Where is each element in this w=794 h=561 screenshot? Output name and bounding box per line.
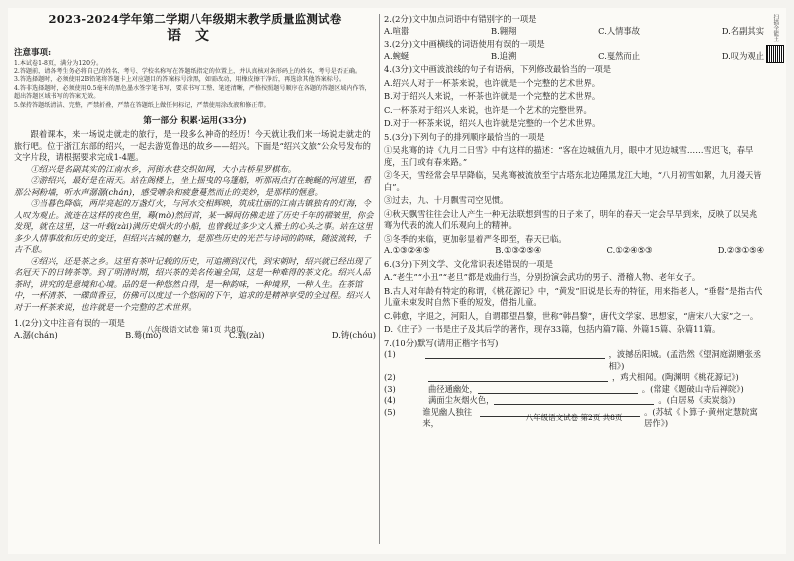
qr-code-icon: [766, 45, 784, 63]
q1-option-d[interactable]: D.铸(chóu): [331, 329, 376, 340]
q5-sentence-3: ③过去，九、十月飘雪司空见惯。: [384, 195, 509, 205]
q4-option-b[interactable]: B.对于绍兴人来说，一杯茶也许就是一个完整的艺术世界。: [384, 91, 601, 101]
q6-option-c[interactable]: C.韩愈，字退之，河阳人，自谓郡望昌黎，世称“韩昌黎”，唐代文学家、思想家，“唐宋八大家”之一。: [384, 310, 759, 321]
passage-2: ②游绍兴，最好是在雨天。站在阁楼上，坐上摇曳的乌篷船，听那雨点打在蜿蜒的河道里，看那公祠粉墙，听水声潺潺(chán)，感受嘈杂和疲惫蔓然而止的美妙，是那样的惬意。: [14, 175, 371, 197]
q2-option-d[interactable]: D.名副其实: [721, 25, 764, 36]
q7-row-2: [384, 372, 764, 384]
q7-row-num: (3): [384, 383, 396, 394]
q7-row-after: ，鸡犬相闻。(陶渊明《桃花源记》): [612, 372, 739, 382]
q7-row-before: 曲径通幽处，: [428, 383, 478, 394]
q1-option-b[interactable]: B.蓦(mò): [125, 329, 162, 340]
q5-sentence-2: ②冬天，雪经常会早早降临，吴兆骞被流放至宁古塔东北边陲黑龙江大地，“八月初雪如絮，九月漫天皆白”。: [384, 170, 762, 192]
q7-row-1: [384, 349, 764, 372]
q3-stem: 3.(2分)文中画横线的词语使用有误的一项是: [384, 39, 545, 49]
exam-title: 2023-2024学年第二学期八年级期末教学质量监测试卷: [48, 12, 342, 26]
q4-stem: 4.(3分)文中画波浪线的句子有语病，下列修改最恰当的一项是: [384, 64, 612, 74]
passage-1: ①绍兴是名副其实的江南水乡，河街水巷交织如网，大小古桥星罗棋布。: [30, 163, 297, 174]
page-divider: [379, 14, 380, 544]
q4-option-c[interactable]: C.一杯茶对于绍兴人来说，也许是一个艺术的完整世界。: [384, 104, 592, 115]
notice-item: 1.本试卷1-8页，满分为120分。: [14, 59, 103, 67]
q7-row-3: [384, 384, 764, 396]
notice-heading: 注意事项:: [14, 48, 52, 58]
q6-option-a[interactable]: A.“老生”“小丑”“老旦”都是戏曲行当，分别扮演会武功的男子、滑稽人物、老年女子。: [384, 272, 701, 282]
q5-option-a[interactable]: A.①③②④⑤: [384, 245, 430, 255]
q2-stem: 2.(2分)文中加点词语中有错别字的一项是: [384, 14, 537, 24]
q1-option-a[interactable]: A.潺(chán): [14, 329, 58, 340]
q7-row-after: 。(白居易《卖炭翁》): [658, 395, 736, 405]
right-footer: 八年级语文试卷 第2页 共8页: [525, 413, 623, 422]
q5-sentence-1: ①吴兆骞的诗《九月二日雪》中有这样的描述：“客在边城值九月，眼中才见边城雪……雪迟飞，春早度，玉门或有春来路。”: [384, 145, 754, 167]
scanner-label: 扫描全能王: [772, 14, 779, 42]
right-page: [384, 8, 764, 430]
subject-title: 语文: [167, 27, 223, 44]
q7-row-num: (5): [384, 406, 396, 417]
left-page: [14, 8, 376, 341]
q7-row-after: 。(苏轼《卜算子·黄州定慧院寓居作》): [644, 406, 758, 428]
q3-options: [384, 51, 764, 63]
q2-option-a[interactable]: A.喧嚣: [384, 25, 410, 36]
scanner-watermark: [766, 14, 784, 84]
q5-stem: 5.(3分)下列句子的排列顺序最恰当的一项是: [384, 131, 545, 142]
notice-item: 3.答选择题时，必须使用2B铅笔将答题卡上对应题目的答案标号涂黑，如需改动，用橡皮擦干净后，再选涂其他答案标号。: [14, 76, 346, 84]
q3-option-c[interactable]: C.戛然而止: [598, 50, 641, 61]
part1-intro: 跟着课本，来一场说走就走的旅行，是一段多么神奇的经历！今天就让我们来一场说走就走的旅行吧。位于浙江东部的绍兴，一起去游览鲁迅的故乡——绍兴。下面是“绍兴文旅”公众号发布的文字片段，请根据要求完成1-4题。: [14, 129, 371, 163]
exam-paper: [8, 8, 786, 554]
notice-item: 5.保持答题纸清洁、完整，严禁折叠，严禁在答题纸上做任何标记，严禁使用涂改液和修正带。: [14, 101, 270, 109]
q5-option-c[interactable]: C.①②④⑤③: [606, 245, 653, 255]
q1-stem: 1.(2分)文中注音有误的一项是: [14, 318, 125, 329]
notice-item: 4.答非选择题时，必须使用0.5毫米的黑色墨水签字笔书写，要求书写工整、笔迹清晰，严格按照题号顺序在各题的答题区域内作答，超出答题区域书写的答案无效。: [14, 84, 371, 101]
q3-option-a[interactable]: A.蜿蜒: [384, 50, 410, 61]
q7-row-num: (4): [384, 395, 396, 405]
passage-4: ④绍兴，还是茶之乡。这里有茶叶记载的历史，可追溯到汉代，到宋朝时，绍兴就已经出现了名冠天下的日铸茶等。到了明清时期，绍兴茶的美名传遍全国，这是一种难得的茶文化。绍兴人品茶时，讲究的是意境和心境。品的是一种悠然自得，是一种韵味，一种境界，一种人生。在茶馆中，一杯清茶、一碟茴香豆，仿佛可以度过一个悠闲的下午，追求的是精神享受的全过程。绍兴人对于一杯茶来说，也许就是一个完整的艺术世界。: [14, 255, 371, 312]
q5-sentence-5: ⑤冬季的来临，更加彰显着严冬即至，春天已临。: [384, 233, 567, 244]
q7-row-before: 满面尘灰烟火色，: [428, 395, 495, 405]
q7-row-num: (1): [384, 349, 396, 359]
q6-stem: 6.(3分)下列文学、文化常识表述错误的一项是: [384, 258, 554, 269]
q7-blank-4[interactable]: [494, 395, 654, 405]
q5-option-b[interactable]: B.①③②⑤④: [495, 245, 542, 255]
q5-option-d[interactable]: D.②③①⑤④: [717, 245, 764, 255]
left-footer: 八年级语文试卷 第1页 共8页: [146, 324, 244, 334]
q7-row-num: (2): [384, 372, 396, 382]
q7-row-after: 。(常建《题破山寺后禅院》): [641, 383, 744, 394]
q7-row-before: 谁见幽人独往来，: [422, 406, 473, 428]
q6-option-b[interactable]: B.古人对年龄有特定的称谓，《桃花源记》中，“黄发”旧说是长寿的特征，用来指老人，“垂髫”是指古代儿童未束发时自然下垂的短发，借指儿童。: [384, 285, 763, 307]
q7-blank-3[interactable]: [478, 384, 638, 394]
q4-option-a[interactable]: A.绍兴人对于一杯茶来说，也许就是一个完整的艺术世界。: [384, 77, 601, 88]
q2-option-b[interactable]: B.翱翔: [491, 25, 517, 36]
q2-option-c[interactable]: C.人情事故: [598, 25, 641, 36]
q3-option-d[interactable]: D.叹为观止: [721, 50, 764, 61]
q7-blank-1[interactable]: [425, 349, 605, 359]
notice-list: [14, 60, 376, 110]
q7-row-after: ，波撼岳阳城。(孟浩然《望洞庭湖赠张丞相》): [608, 349, 762, 371]
q3-option-b[interactable]: B.追溯: [491, 50, 517, 61]
q7-blank-2[interactable]: [428, 372, 608, 382]
q7-row-4: [384, 395, 764, 407]
q6-option-d[interactable]: D.《庄子》一书是庄子及其后学的著作，现存33篇，包括内篇7篇、外篇15篇、杂篇11篇。: [384, 324, 721, 334]
q1-option-c[interactable]: C.载(zài): [229, 329, 265, 340]
q4-option-d[interactable]: D.对于一杯茶来说，绍兴人也许就是完整的一个艺术世界。: [384, 118, 601, 128]
part1-heading: 第一部分 积累·运用(33分): [143, 115, 247, 126]
notice-item: 2.答题前，请各考生务必将自己的姓名、考号、学校名称写在答题纸指定的位置上，并认真核对条形码上的姓名、考号是否正确。: [14, 67, 362, 75]
q2-options: [384, 26, 764, 38]
passage-3: ③当暮色降临，两岸亮起的万盏灯火，与河水交相辉映，筑成壮丽的江南古镇独有的灯海，令人叹为观止。流连在这样的夜色里，蓦(mò)然回首，某一瞬间仿佛走进了历史千年的褶皱里，你会发现，就在这里，这一叶载(zài)满历史烟火的小船，也曾载过多少文人雅士的心头之事。站在这里多少人情事故和历史的变迁，但绍兴古城的魅力，是那些历史的光芒与诗词的韵味，随波流转，千古不息。: [14, 198, 374, 255]
q5-options: [384, 245, 764, 257]
q5-sentence-4: ④秋天飘雪往往会让人产生一种无法联想到雪的日子来了，明年的春天一定会早早到来，反映了以吴兆骞为代表的流人们乐观向上的精神。: [384, 208, 758, 230]
q7-stem: 7.(10分)默写(请用正楷字书写): [384, 337, 499, 348]
